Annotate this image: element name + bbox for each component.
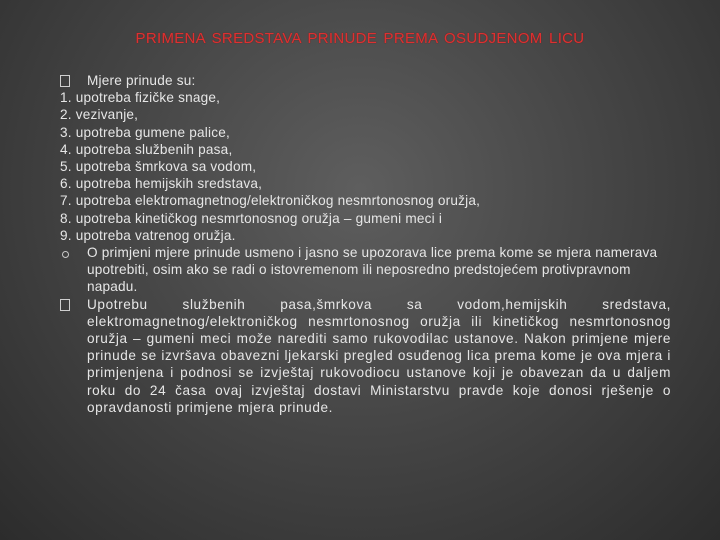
list-item: 8. upotreba kinetičkog nesmrtonosnog oružja – gumeni meci i xyxy=(60,210,443,226)
list-item: 7. upotreba elektromagnetnog/elektroničkog nesmrtonosnog oružja, xyxy=(60,193,481,209)
list-item: 2. vezivanje, xyxy=(60,107,139,123)
list-item: 5. upotreba šmrkova sa vodom, xyxy=(60,159,257,175)
list-item: 3. upotreba gumene palice, xyxy=(60,124,230,140)
list-item: 9. upotreba vatrenog oružja. xyxy=(60,227,236,243)
intro-row xyxy=(60,72,671,89)
paragraph-warning: O primjeni mjere prinude usmeno i jasno se upozorava lice prema kome se mjera namerava upotrebiti, osim ako se radi o istovremenom ili neposredno predstojećem protivpravnom napadu. xyxy=(87,245,658,295)
list-item: 1. upotreba fizičke snage, xyxy=(60,90,221,106)
square-bullet-icon xyxy=(60,299,70,311)
square-bullet-icon xyxy=(60,75,70,87)
slide-content xyxy=(60,72,671,416)
paragraph-warning-row xyxy=(60,244,671,296)
paragraph-procedure: Upotrebu službenih pasa,šmrkova sa vodom,hemijskih sredstava, elektromagnetnog/elektroničkog nesmrtonosnog oružja ili kinetičkog nesmrtonosnog oružja – gumeni meci može narediti samo rukovodilac ustanove. Nakon primjene mjere prinude se izvršava obavezni ljekarski pregled osuđenog lica prema kome je ova mjera i primjenjena i podnosi se izvještaj rukovodiocu ustanove koji je obavezan da u daljem roku do 24 časa ovaj izvještaj dostavi Ministarstvu pravde koje donosi rješenje o opravdanosti primjene mjera prinude. xyxy=(87,296,671,415)
list-item: 6. upotreba hemijskih sredstava, xyxy=(60,176,263,192)
list-item: 4. upotreba službenih pasa, xyxy=(60,141,233,157)
intro-text: Mjere prinude su: xyxy=(87,73,196,88)
circle-bullet-icon xyxy=(62,251,69,258)
paragraph-procedure-row xyxy=(60,296,671,416)
slide-title: PRIMENA SREDSTAVA PRINUDE PREMA OSUDJENOM LICU xyxy=(135,30,585,47)
